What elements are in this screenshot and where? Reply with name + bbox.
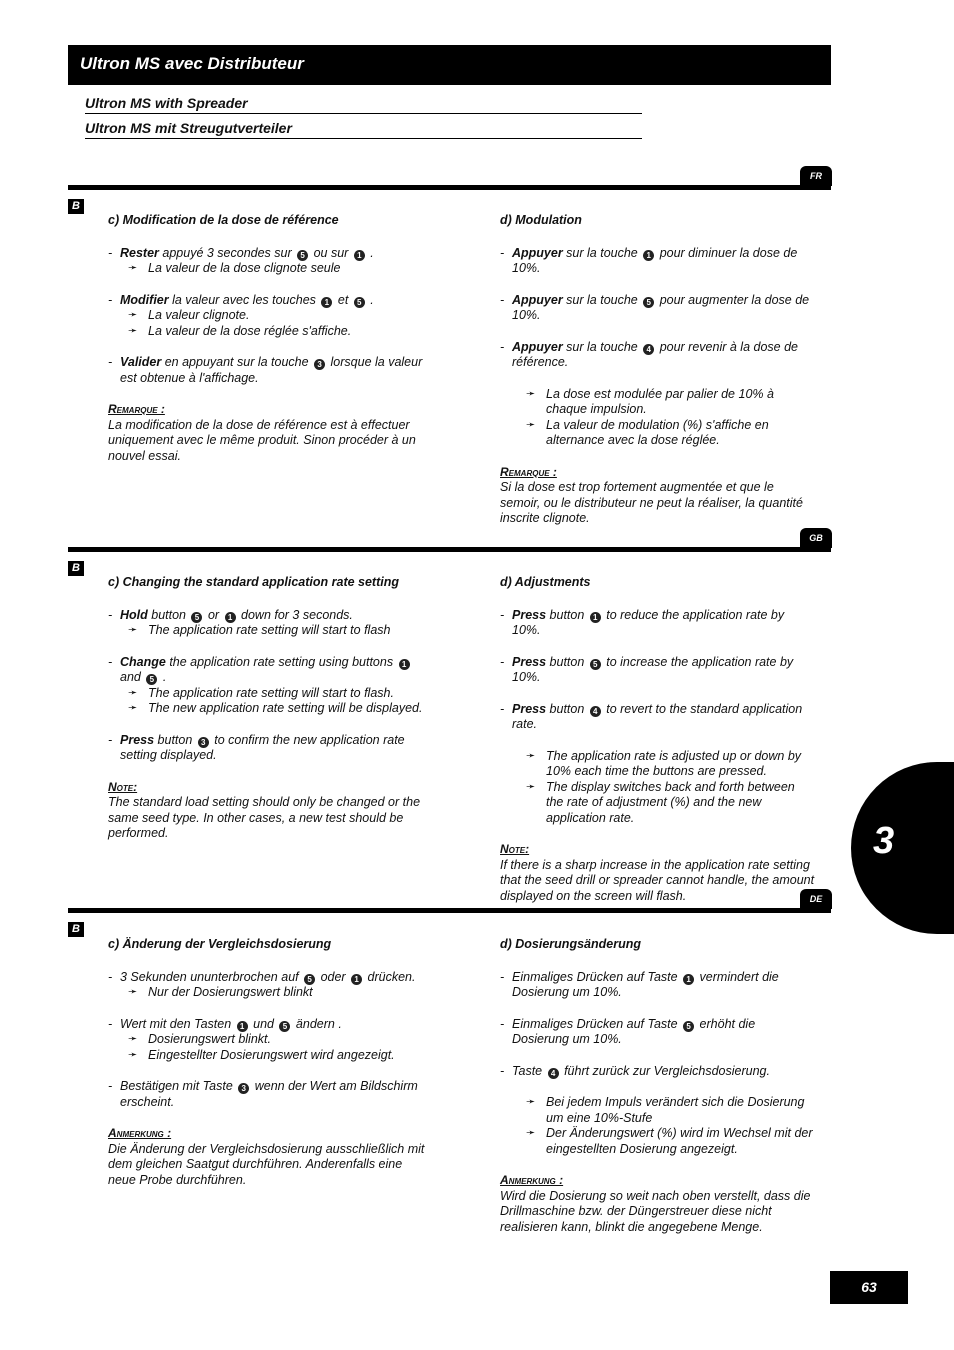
instruction-text [512,655,793,685]
result-line [120,324,428,340]
result-line [120,308,428,324]
result-line-text: Dosierungswert blinkt. [148,1032,271,1046]
instruction-text [512,246,797,276]
result-line-text: The display switches back and forth between the rate of adjustment (%) and the new application rate. [546,779,795,825]
section-marker-fr: B [68,199,84,214]
instruction-text [512,340,798,370]
button-number-icon: 1 [683,974,694,985]
result-line [120,686,428,702]
button-number-icon: 5 [643,297,654,308]
instruction-item [108,608,428,639]
result-notes [500,387,815,449]
instruction-part: and [120,670,145,684]
button-number-icon: 5 [304,974,315,985]
instruction-part: . [366,292,374,307]
instruction-item [500,293,815,324]
instruction-text [512,608,784,638]
instruction-part: . [366,245,374,260]
button-number-icon: 3 [238,1083,249,1094]
de-right-column [500,937,815,1235]
instruction-part: button [546,654,588,669]
instruction-item [500,970,815,1001]
instruction-part: oder [317,969,350,984]
instruction-item [108,1017,428,1064]
instruction-part: pour revenir à la dose de référence. [512,339,798,369]
arrow-icon: ➛ [128,309,138,321]
instruction-part: Taste [512,1063,546,1078]
button-number-icon: 5 [590,659,601,670]
result-line-text: La dose est modulée par palier de 10% à chaque impulsion. [546,386,774,416]
instruction-item [500,1064,815,1080]
subsection-heading: d) Dosierungsänderung [500,937,641,951]
subsection-heading: d) Modulation [500,213,582,227]
instruction-part: sur la touche [562,339,642,354]
instruction-part: la valeur avec les touches [168,292,320,307]
result-line [500,780,815,827]
instruction-item [500,608,815,639]
result-line [500,387,815,418]
bullet-dash: - [500,607,505,622]
instruction-verb: Rester [120,245,159,260]
note-text: La modification de la dose de référence est à effectuer uniquement avec le même produit. Sinon procéder à un nouvel essai. [108,417,416,463]
instruction-part: to revert to the standard application rate. [512,701,803,731]
result-line [500,1095,815,1126]
button-number-icon: 5 [191,612,202,623]
instruction-item [108,733,428,764]
section-divider-de [68,908,831,913]
button-number-icon: 3 [198,737,209,748]
arrow-icon: ➛ [128,1033,138,1045]
instruction-part: sur la touche [562,245,642,260]
bullet-dash: - [500,654,505,669]
instruction-part: button [546,607,588,622]
instruction-part: et [334,292,352,307]
bullet-dash: - [108,245,113,260]
arrow-icon: ➛ [128,686,138,699]
instruction-item [108,1079,428,1110]
instruction-part: Bestätigen mit Taste [120,1079,237,1093]
arrow-icon: ➛ [128,262,138,274]
arrow-icon: ➛ [526,1127,536,1139]
arrow-icon: ➛ [526,1096,536,1108]
result-line-text: La valeur de la dose réglée s'affiche. [148,323,352,338]
instruction-text [120,1017,342,1031]
note-text: Die Änderung der Vergleichsdosierung ausschließlich mit dem gleichen Saatgut durchführen. Anderenfalls eine neue Probe durchführen. [108,1141,425,1187]
gb-left-column [108,575,428,842]
subsection-heading: c) Änderung der Vergleichsdosierung [108,937,332,951]
instruction-part: vermindert die Dosierung um 10%. [512,969,779,999]
bullet-dash: - [108,1079,113,1093]
note-text: The standard load setting should only be changed or the same seed type. In other cases, a new test should be performed. [108,795,421,840]
instruction-part: to confirm the new application rate setting displayed. [120,732,405,762]
arrow-icon: ➛ [526,749,536,762]
instruction-part: wenn der Wert am Bildschirm erscheint. [120,1079,418,1109]
instruction-item [108,655,428,717]
instruction-part: down for 3 seconds. [237,607,353,622]
bullet-dash: - [108,292,113,307]
instruction-text [120,733,405,763]
instruction-text [512,1064,770,1078]
bullet-dash: - [500,969,505,984]
result-line [500,749,815,780]
result-notes [500,749,815,827]
instruction-item [108,355,428,386]
subsection-heading: c) Modification de la dose de référence [108,213,339,227]
instruction-part: drücken. [364,969,416,984]
subtitle-gb: Ultron MS with Spreader [85,95,642,114]
instruction-part: Wert mit den Tasten [120,1016,235,1031]
bullet-dash: - [108,355,113,369]
instruction-part: erhöht die Dosierung um 10%. [512,1016,756,1046]
instruction-verb: Valider [120,355,162,369]
language-tab-gb: GB [800,528,832,548]
chapter-number: 3 [873,820,895,862]
note-label: Note: [108,779,138,794]
instruction-text [120,293,374,307]
instruction-part: to increase the application rate by 10%. [512,654,794,684]
instruction-text [512,293,809,323]
instruction-part: Einmaliges Drücken auf Taste [512,1016,682,1031]
button-number-icon: 1 [237,1021,248,1032]
button-number-icon: 1 [225,612,236,623]
bullet-dash: - [500,339,505,354]
arrow-icon: ➛ [128,702,138,714]
bullet-dash: - [500,1016,505,1031]
button-number-icon: 4 [548,1068,559,1079]
instruction-item [108,246,428,277]
note-label: Remarque : [108,402,165,416]
chapter-tab [851,762,954,934]
instruction-item [108,293,428,340]
instruction-text [512,1017,755,1047]
instruction-part: button [546,701,588,716]
button-number-icon: 5 [146,674,157,685]
instruction-item [500,1017,815,1048]
bullet-dash: - [500,245,505,260]
page-number: 63 [830,1271,908,1304]
bullet-dash: - [500,701,505,716]
instruction-text [120,355,422,385]
instruction-part: 3 Sekunden ununterbrochen auf [120,969,303,984]
arrow-icon: ➛ [128,1048,138,1061]
button-number-icon: 5 [354,297,365,308]
arrow-icon: ➛ [128,324,138,337]
instruction-text [512,970,779,1000]
bullet-dash: - [108,732,113,747]
instruction-text [120,1079,418,1109]
button-number-icon: 1 [321,297,332,308]
instruction-part: appuyé 3 secondes sur [158,245,296,260]
result-line-text: The application rate setting will start to flash. [148,685,394,700]
button-number-icon: 5 [279,1021,290,1032]
subsection-heading: d) Adjustments [500,575,591,589]
instruction-verb: Press [512,654,547,669]
language-tab-de: DE [800,889,832,909]
section-marker-de: B [68,922,84,937]
result-line-text: La valeur clignote. [148,308,250,322]
instruction-item [500,246,815,277]
note-label: Remarque : [500,464,557,479]
bullet-dash: - [108,1016,113,1031]
instruction-text [512,702,802,732]
button-number-icon: 1 [354,250,365,261]
arrow-icon: ➛ [128,624,138,636]
instruction-verb: Appuyer [512,245,563,260]
instruction-item [500,340,815,371]
bullet-dash: - [108,969,113,984]
result-line [500,418,815,449]
button-number-icon: 1 [590,612,601,623]
arrow-icon: ➛ [526,418,536,431]
instruction-item [500,655,815,686]
button-number-icon: 1 [351,974,362,985]
result-line [120,1032,428,1048]
instruction-verb: Change [120,654,166,669]
instruction-part: pour diminuer la dose de 10%. [512,245,798,275]
result-line-text: Nur der Dosierungswert blinkt [148,985,313,999]
result-line-text: La valeur de modulation (%) s'affiche en alternance avec la dose réglée. [546,417,769,447]
arrow-icon: ➛ [526,387,536,400]
subtitle-de: Ultron MS mit Streugutverteiler [85,120,642,139]
result-notes [500,1095,815,1157]
bullet-dash: - [500,292,505,307]
instruction-part: button [154,732,196,747]
result-line [120,623,428,639]
note-text: Wird die Dosierung so weit nach oben verstellt, dass die Drillmaschine bzw. der Düngerstreuer diese nicht realisieren kann, blinkt die angegebene Menge. [500,1188,811,1234]
instruction-part: Einmaliges Drücken auf Taste [512,969,682,984]
bullet-dash: - [108,654,113,669]
note-label: Anmerkung : [500,1173,564,1187]
instruction-verb: Appuyer [512,339,563,354]
page-title: Ultron MS avec Distributeur [80,54,304,73]
result-line-text: The new application rate setting will be displayed. [148,701,423,715]
result-line-text: Bei jedem Impuls verändert sich die Dosierung um eine 10%-Stufe [546,1095,805,1125]
instruction-text [120,970,415,984]
result-line-text: La valeur de la dose clignote seule [148,261,341,275]
note-text: If there is a sharp increase in the application rate setting that the seed drill or spreader cannot handle, the amount displayed on the screen will flash. [500,857,815,903]
bullet-dash: - [500,1063,505,1078]
title-bar [68,45,831,85]
instruction-verb: Modifier [120,292,169,307]
button-number-icon: 4 [590,706,601,717]
button-number-icon: 5 [683,1021,694,1032]
instruction-part: ändern . [292,1016,342,1031]
button-number-icon: 1 [643,250,654,261]
result-line-text: The application rate setting will start to flash [148,623,391,637]
language-tab-fr: FR [800,166,832,186]
instruction-text [120,608,353,622]
arrow-icon: ➛ [128,986,138,998]
instruction-part: lorsque la valeur est obtenue à l'affichage. [120,355,423,385]
instruction-part: to reduce the application rate by 10%. [512,607,785,637]
instruction-part: or [204,607,223,622]
result-line-text: The application rate is adjusted up or down by 10% each time the buttons are pressed. [546,748,802,778]
instruction-part: ou sur [310,245,352,260]
de-left-column [108,937,428,1188]
instruction-part: führt zurück zur Vergleichsdosierung. [560,1063,770,1078]
instruction-verb: Appuyer [512,292,563,307]
button-number-icon: 1 [399,659,410,670]
result-line [120,985,428,1001]
instruction-part: the application rate setting using buttons [165,654,397,669]
result-line-text: Der Änderungswert (%) wird im Wechsel mit der eingestellten Dosierung angezeigt. [546,1126,813,1156]
result-line-text: Eingestellter Dosierungswert wird angezeigt. [148,1047,395,1062]
instruction-part: en appuyant sur la touche [161,355,313,369]
instruction-item [500,702,815,733]
instruction-item [108,970,428,1001]
section-divider-fr [68,185,831,190]
bullet-dash: - [108,607,113,622]
result-line [120,701,428,717]
fr-left-column [108,213,428,464]
instruction-verb: Press [512,607,547,622]
instruction-text [120,246,374,260]
section-divider-gb [68,547,831,552]
note-label: Note: [500,842,530,856]
note-text: Si la dose est trop fortement augmentée et que le semoir, ou le distributeur ne peut la réaliser, la quantité inscrite clignote. [500,480,803,525]
button-number-icon: 5 [297,250,308,261]
button-number-icon: 4 [643,344,654,355]
instruction-part: sur la touche [562,292,642,307]
instruction-part: button [147,607,190,622]
section-marker-gb: B [68,561,84,576]
result-line [120,261,428,277]
result-line [500,1126,815,1157]
note-label: Anmerkung : [108,1126,172,1140]
subsection-heading: c) Changing the standard application rate setting [108,575,400,589]
result-line [120,1048,428,1064]
instruction-verb: Hold [120,607,148,622]
instruction-verb: Press [512,701,547,716]
instruction-part: und [249,1016,278,1031]
button-number-icon: 3 [314,359,325,370]
fr-right-column [500,213,815,527]
instruction-part: . [159,670,167,684]
arrow-icon: ➛ [526,780,536,793]
instruction-text [120,655,412,685]
instruction-part: pour augmenter la dose de 10%. [512,292,810,322]
gb-right-column [500,575,815,904]
instruction-verb: Press [120,732,155,747]
